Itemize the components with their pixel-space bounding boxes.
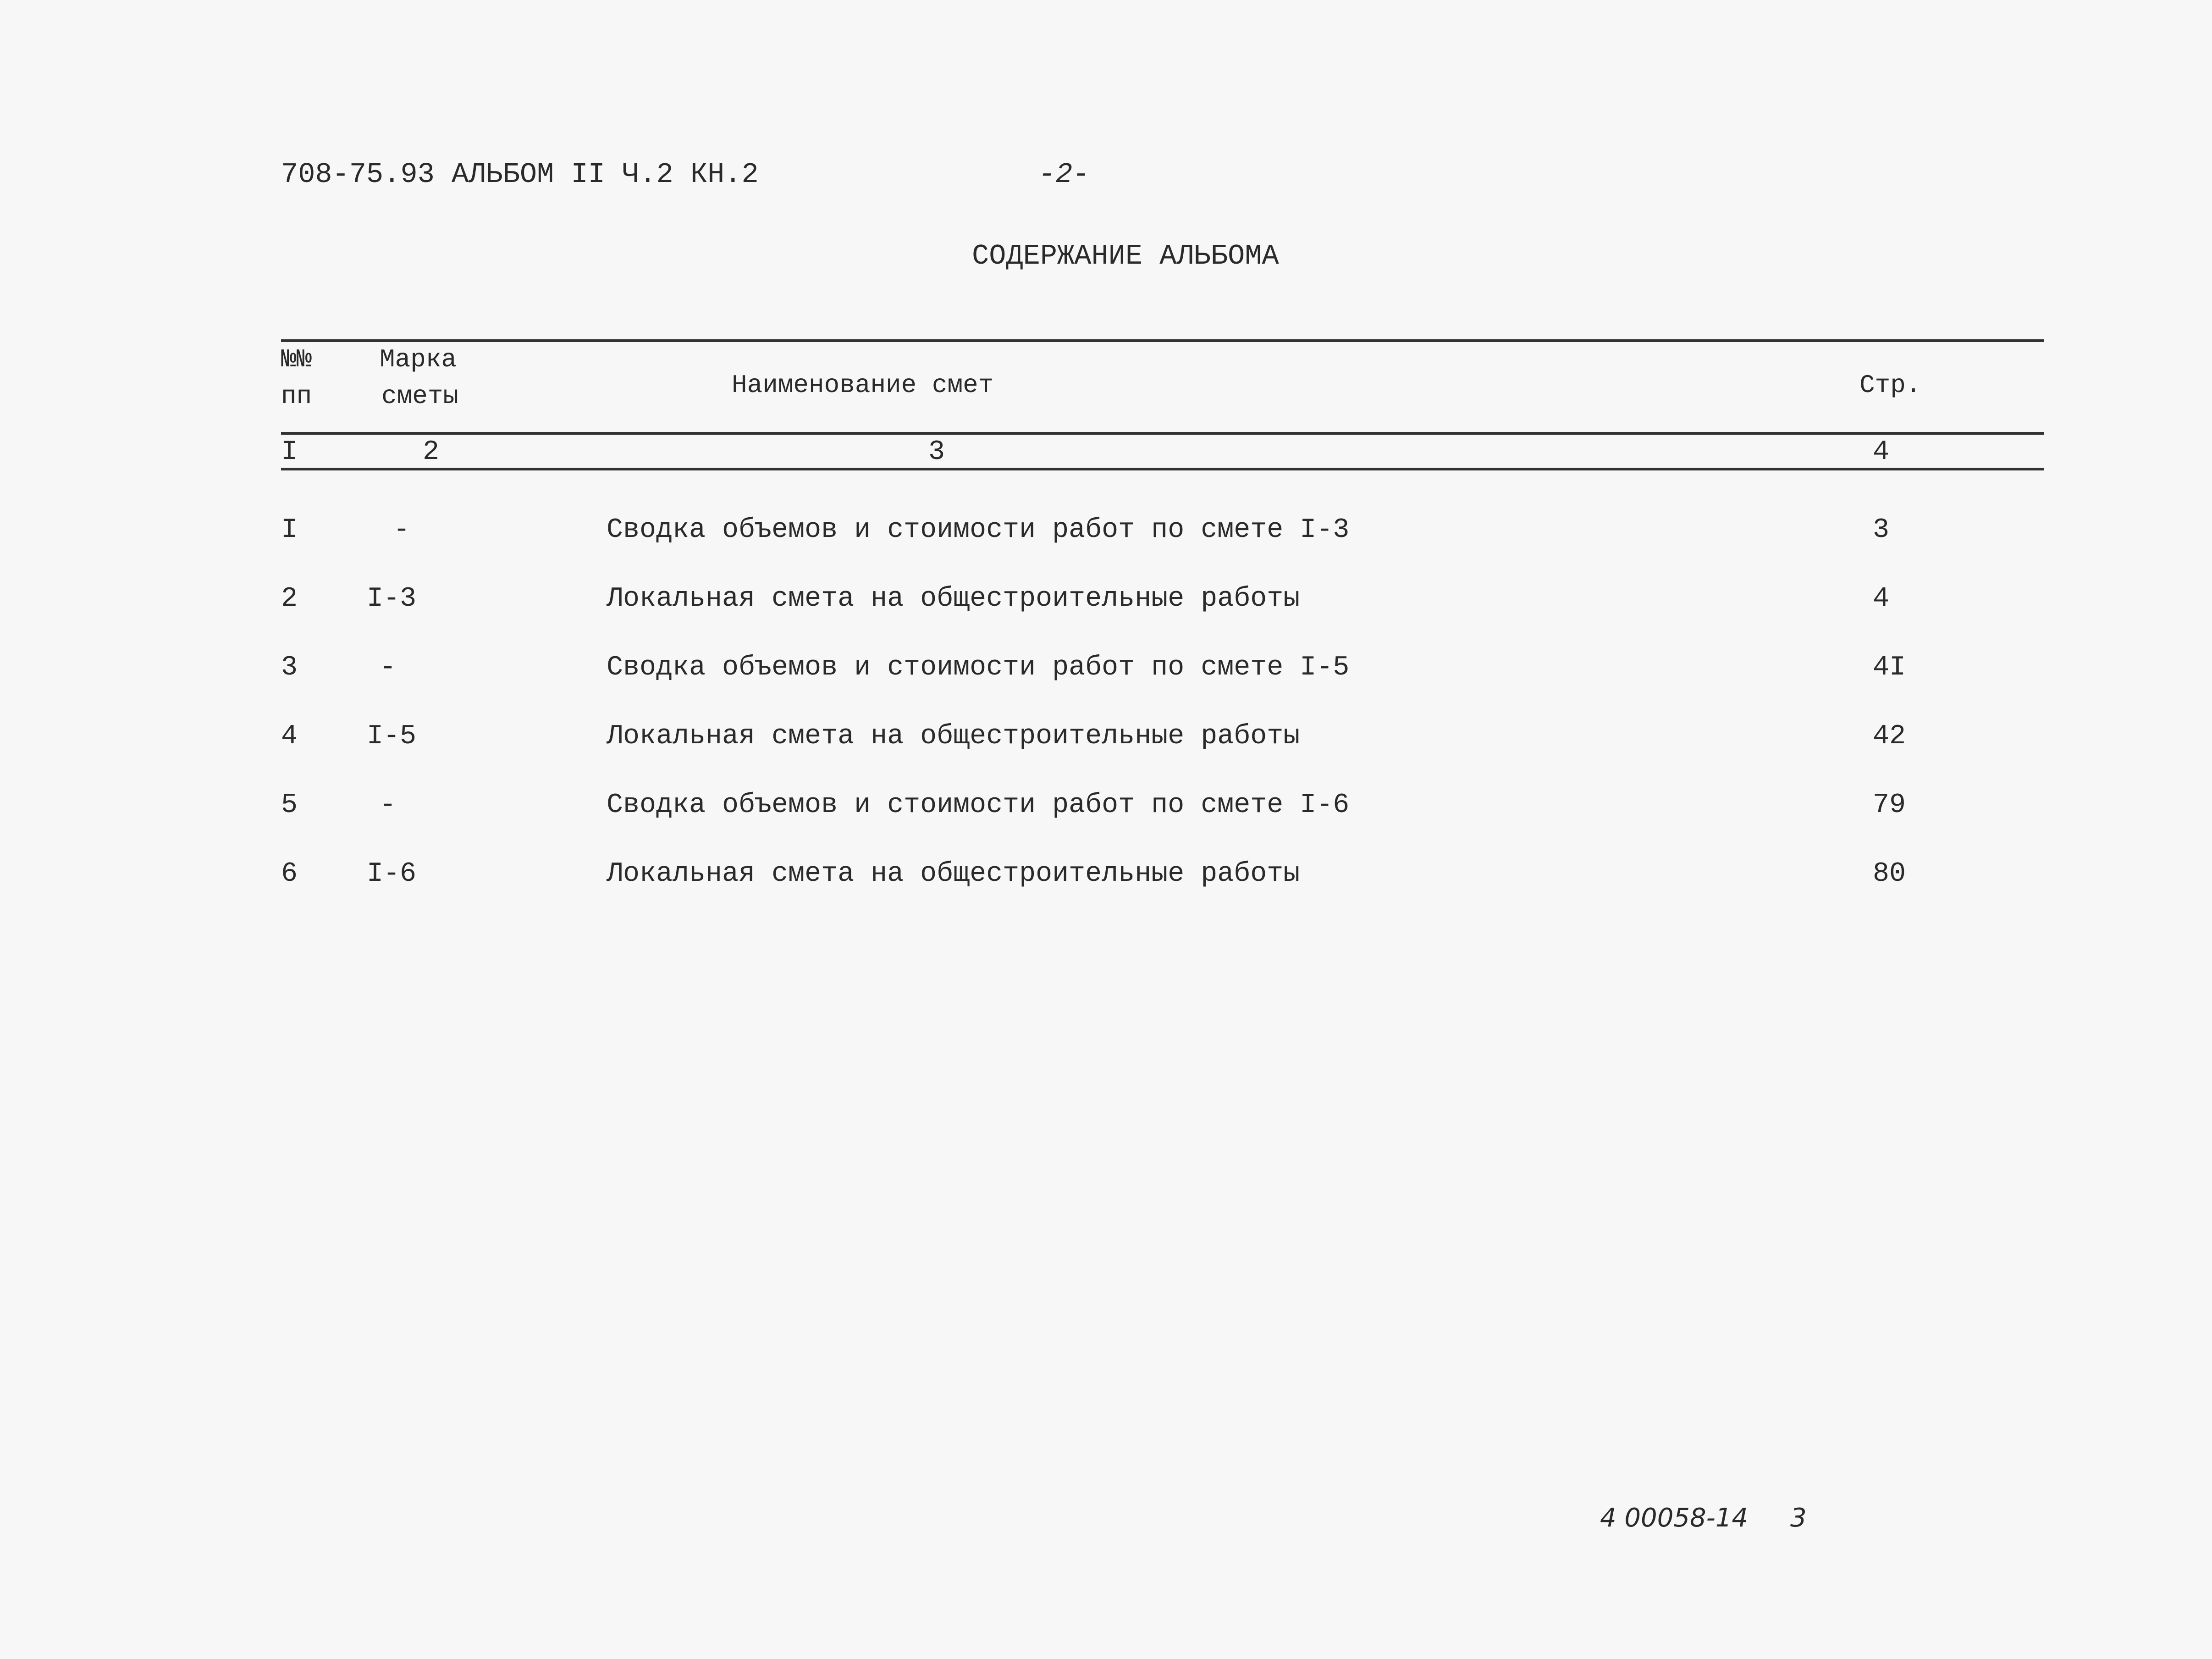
row-mark: I-6: [367, 858, 417, 890]
row-mark: I-5: [367, 721, 417, 752]
row-num: 5: [281, 790, 298, 821]
row-page: 4I: [1873, 652, 1906, 683]
column-number-1: I: [281, 437, 298, 468]
header-mark-line2: сметы: [381, 382, 459, 411]
column-number-4: 4: [1873, 437, 1890, 468]
row-mark: -: [380, 790, 397, 821]
row-mark: -: [393, 514, 410, 546]
row-name: Локальная смета на общестроительные работы: [607, 858, 1300, 890]
header-bottom-rule: [281, 432, 2044, 435]
page-title: СОДЕРЖАНИЕ АЛЬБОМА: [972, 240, 1279, 272]
row-name: Локальная смета на общестроительные работы: [607, 721, 1300, 752]
row-name: Сводка объемов и стоимости работ по смете I-5: [607, 652, 1350, 683]
row-page: 80: [1873, 858, 1906, 890]
archive-code: 4 00058-14: [1600, 1503, 1749, 1533]
row-name: Локальная смета на общестроительные работы: [607, 583, 1300, 614]
row-num: 3: [281, 652, 298, 683]
row-num: 2: [281, 583, 298, 614]
row-page: 4: [1873, 583, 1890, 614]
row-mark: I-3: [367, 583, 417, 614]
row-num: I: [281, 514, 298, 546]
page-number: -2-: [1038, 158, 1090, 191]
row-name: Сводка объемов и стоимости работ по смете I-3: [607, 514, 1350, 546]
row-page: 3: [1873, 514, 1890, 546]
row-num: 6: [281, 858, 298, 890]
header-name: Наименование смет: [732, 371, 994, 400]
header-page: Стр.: [1859, 371, 1921, 400]
row-page: 79: [1873, 790, 1906, 821]
column-number-3: 3: [928, 437, 945, 468]
document-code: 708-75.93: [281, 158, 435, 191]
header-num-line2: пп: [281, 382, 312, 411]
header-mark-line1: Марка: [380, 345, 457, 374]
table-top-rule: [281, 339, 2044, 342]
row-num: 4: [281, 721, 298, 752]
header-num-line1: №№: [281, 345, 312, 374]
sheet-number: 3: [1790, 1503, 1807, 1533]
column-number-2: 2: [423, 437, 440, 468]
column-numbers-rule: [281, 468, 2044, 470]
row-mark: -: [380, 652, 397, 683]
row-name: Сводка объемов и стоимости работ по смете I-6: [607, 790, 1350, 821]
album-designation: АЛЬБОМ II Ч.2 КН.2: [452, 158, 759, 191]
row-page: 42: [1873, 721, 1906, 752]
